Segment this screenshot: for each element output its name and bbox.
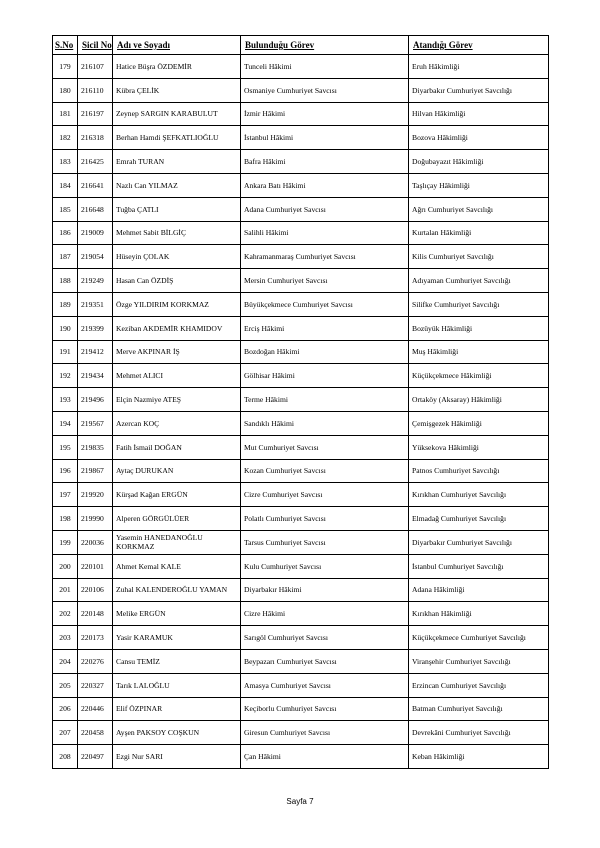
cell-assigned-post: Diyarbakır Cumhuriyet Savcılığı bbox=[409, 530, 549, 554]
cell-sno: 194 bbox=[53, 411, 78, 435]
cell-assigned-post: Muş Hâkimliği bbox=[409, 340, 549, 364]
cell-name: Özge YILDIRIM KORKMAZ bbox=[113, 292, 241, 316]
cell-sno: 197 bbox=[53, 483, 78, 507]
cell-assigned-post: Elmadağ Cumhuriyet Savcılığı bbox=[409, 507, 549, 531]
table-row bbox=[53, 388, 549, 412]
assignment-table bbox=[52, 35, 549, 769]
cell-assigned-post: Bozüyük Hâkimliği bbox=[409, 316, 549, 340]
cell-current-post: Ankara Batı Hâkimi bbox=[241, 173, 409, 197]
cell-assigned-post: Patnos Cumhuriyet Savcılığı bbox=[409, 459, 549, 483]
cell-sno: 184 bbox=[53, 173, 78, 197]
cell-name: Mehmet ALICI bbox=[113, 364, 241, 388]
cell-sicil-no: 220148 bbox=[78, 602, 113, 626]
cell-name: Tuğba ÇATLI bbox=[113, 197, 241, 221]
cell-sicil-no: 219412 bbox=[78, 340, 113, 364]
cell-assigned-post: Keban Hâkimliği bbox=[409, 745, 549, 769]
cell-assigned-post: Doğubayazıt Hâkimliği bbox=[409, 150, 549, 174]
table-row bbox=[53, 316, 549, 340]
cell-assigned-post: Kilis Cumhuriyet Savcılığı bbox=[409, 245, 549, 269]
cell-current-post: Sarıgöl Cumhuriyet Savcısı bbox=[241, 626, 409, 650]
cell-sicil-no: 219009 bbox=[78, 221, 113, 245]
cell-current-post: Kahramanmaraş Cumhuriyet Savcısı bbox=[241, 245, 409, 269]
page-footer: Sayfa 7 bbox=[286, 797, 314, 806]
cell-sicil-no: 216425 bbox=[78, 150, 113, 174]
cell-sicil-no: 216107 bbox=[78, 55, 113, 79]
cell-assigned-post: Küçükçekmece Hâkimliği bbox=[409, 364, 549, 388]
cell-current-post: Kulu Cumhuriyet Savcısı bbox=[241, 554, 409, 578]
cell-sno: 198 bbox=[53, 507, 78, 531]
cell-name: Tarık LALOĞLU bbox=[113, 673, 241, 697]
cell-sicil-no: 219249 bbox=[78, 269, 113, 293]
cell-sicil-no: 220106 bbox=[78, 578, 113, 602]
table-row bbox=[53, 221, 549, 245]
cell-sicil-no: 220327 bbox=[78, 673, 113, 697]
header-name: Adı ve Soyadı bbox=[113, 36, 241, 55]
cell-name: Azercan KOÇ bbox=[113, 411, 241, 435]
table-row bbox=[53, 173, 549, 197]
cell-sicil-no: 216110 bbox=[78, 78, 113, 102]
cell-sno: 203 bbox=[53, 626, 78, 650]
cell-name: Mehmet Sabit BİLGİÇ bbox=[113, 221, 241, 245]
cell-sno: 186 bbox=[53, 221, 78, 245]
cell-name: Hatice Büşra ÖZDEMİR bbox=[113, 55, 241, 79]
cell-name: Hüseyin ÇOLAK bbox=[113, 245, 241, 269]
cell-current-post: Cizre Cumhuriyet Savcısı bbox=[241, 483, 409, 507]
cell-sno: 202 bbox=[53, 602, 78, 626]
cell-current-post: Mersin Cumhuriyet Savcısı bbox=[241, 269, 409, 293]
cell-sno: 180 bbox=[53, 78, 78, 102]
cell-name: Nazlı Can YILMAZ bbox=[113, 173, 241, 197]
cell-name: Elif ÖZPINAR bbox=[113, 697, 241, 721]
cell-sno: 208 bbox=[53, 745, 78, 769]
cell-name: Zeynep SARGIN KARABULUT bbox=[113, 102, 241, 126]
cell-sicil-no: 219496 bbox=[78, 388, 113, 412]
cell-assigned-post: Adıyaman Cumhuriyet Savcılığı bbox=[409, 269, 549, 293]
cell-assigned-post: Eruh Hâkimliği bbox=[409, 55, 549, 79]
cell-current-post: Bozdoğan Hâkimi bbox=[241, 340, 409, 364]
cell-sno: 182 bbox=[53, 126, 78, 150]
table-row bbox=[53, 435, 549, 459]
cell-sicil-no: 220173 bbox=[78, 626, 113, 650]
cell-sicil-no: 220101 bbox=[78, 554, 113, 578]
cell-sicil-no: 216318 bbox=[78, 126, 113, 150]
cell-current-post: İzmir Hâkimi bbox=[241, 102, 409, 126]
cell-assigned-post: Çemişgezek Hâkimliği bbox=[409, 411, 549, 435]
cell-current-post: Bafra Hâkimi bbox=[241, 150, 409, 174]
cell-name: Berhan Hamdi ŞEFKATLIOĞLU bbox=[113, 126, 241, 150]
cell-name: Elçin Nazmiye ATEŞ bbox=[113, 388, 241, 412]
cell-sicil-no: 216197 bbox=[78, 102, 113, 126]
cell-sno: 193 bbox=[53, 388, 78, 412]
cell-sno: 195 bbox=[53, 435, 78, 459]
cell-sicil-no: 219835 bbox=[78, 435, 113, 459]
cell-current-post: Terme Hâkimi bbox=[241, 388, 409, 412]
cell-sno: 190 bbox=[53, 316, 78, 340]
cell-name: Alperen GÖRGÜLÜER bbox=[113, 507, 241, 531]
cell-sno: 199 bbox=[53, 530, 78, 554]
table-row bbox=[53, 649, 549, 673]
cell-sno: 192 bbox=[53, 364, 78, 388]
cell-sicil-no: 220458 bbox=[78, 721, 113, 745]
cell-name: Ezgi Nur SARI bbox=[113, 745, 241, 769]
cell-current-post: Cizre Hâkimi bbox=[241, 602, 409, 626]
header-assigned-post: Atandığı Görev bbox=[409, 36, 549, 55]
cell-current-post: Polatlı Cumhuriyet Savcısı bbox=[241, 507, 409, 531]
cell-current-post: Diyarbakır Hâkimi bbox=[241, 578, 409, 602]
table-row bbox=[53, 745, 549, 769]
cell-current-post: Erciş Hâkimi bbox=[241, 316, 409, 340]
cell-current-post: Büyükçekmece Cumhuriyet Savcısı bbox=[241, 292, 409, 316]
cell-current-post: Osmaniye Cumhuriyet Savcısı bbox=[241, 78, 409, 102]
cell-name: Ayşen PAKSOY COŞKUN bbox=[113, 721, 241, 745]
cell-sno: 183 bbox=[53, 150, 78, 174]
cell-name: Merve AKPINAR İŞ bbox=[113, 340, 241, 364]
cell-name: Ahmet Kemal KALE bbox=[113, 554, 241, 578]
cell-current-post: Çan Hâkimi bbox=[241, 745, 409, 769]
cell-current-post: Tunceli Hâkimi bbox=[241, 55, 409, 79]
cell-assigned-post: Silifke Cumhuriyet Savcılığı bbox=[409, 292, 549, 316]
cell-name: Hasan Can ÖZDİŞ bbox=[113, 269, 241, 293]
cell-sno: 189 bbox=[53, 292, 78, 316]
cell-current-post: İstanbul Hâkimi bbox=[241, 126, 409, 150]
cell-name: Yasir KARAMUK bbox=[113, 626, 241, 650]
cell-current-post: Amasya Cumhuriyet Savcısı bbox=[241, 673, 409, 697]
cell-sicil-no: 220446 bbox=[78, 697, 113, 721]
cell-assigned-post: Küçükçekmece Cumhuriyet Savcılığı bbox=[409, 626, 549, 650]
cell-sno: 201 bbox=[53, 578, 78, 602]
cell-name: Melike ERGÜN bbox=[113, 602, 241, 626]
cell-assigned-post: Ortaköy (Aksaray) Hâkimliği bbox=[409, 388, 549, 412]
cell-name: Kübra ÇELİK bbox=[113, 78, 241, 102]
cell-current-post: Keçiborlu Cumhuriyet Savcısı bbox=[241, 697, 409, 721]
cell-assigned-post: Erzincan Cumhuriyet Savcılığı bbox=[409, 673, 549, 697]
cell-sno: 181 bbox=[53, 102, 78, 126]
table-header-row bbox=[53, 36, 549, 55]
table-row bbox=[53, 340, 549, 364]
cell-assigned-post: Hilvan Hâkimliği bbox=[409, 102, 549, 126]
cell-name: Keziban AKDEMİR KHAMIDOV bbox=[113, 316, 241, 340]
cell-sno: 200 bbox=[53, 554, 78, 578]
table-row bbox=[53, 721, 549, 745]
cell-sicil-no: 219920 bbox=[78, 483, 113, 507]
table-row bbox=[53, 602, 549, 626]
cell-assigned-post: Diyarbakır Cumhuriyet Savcılığı bbox=[409, 78, 549, 102]
cell-current-post: Gölhisar Hâkimi bbox=[241, 364, 409, 388]
table-row bbox=[53, 554, 549, 578]
cell-name: Kürşad Kağan ERGÜN bbox=[113, 483, 241, 507]
cell-current-post: Kozan Cumhuriyet Savcısı bbox=[241, 459, 409, 483]
cell-sno: 179 bbox=[53, 55, 78, 79]
cell-sicil-no: 219867 bbox=[78, 459, 113, 483]
cell-sno: 188 bbox=[53, 269, 78, 293]
header-current-post: Bulunduğu Görev bbox=[241, 36, 409, 55]
cell-assigned-post: Taşlıçay Hâkimliği bbox=[409, 173, 549, 197]
cell-current-post: Tarsus Cumhuriyet Savcısı bbox=[241, 530, 409, 554]
table-row bbox=[53, 197, 549, 221]
cell-current-post: Adana Cumhuriyet Savcısı bbox=[241, 197, 409, 221]
cell-sno: 187 bbox=[53, 245, 78, 269]
table-row bbox=[53, 483, 549, 507]
cell-sicil-no: 220036 bbox=[78, 530, 113, 554]
cell-name: Zuhal KALENDEROĞLU YAMAN bbox=[113, 578, 241, 602]
table-row bbox=[53, 697, 549, 721]
cell-sno: 204 bbox=[53, 649, 78, 673]
cell-name: Aytaç DURUKAN bbox=[113, 459, 241, 483]
header-sicil: Sicil No bbox=[78, 36, 113, 55]
cell-current-post: Beypazarı Cumhuriyet Savcısı bbox=[241, 649, 409, 673]
cell-sicil-no: 219351 bbox=[78, 292, 113, 316]
cell-assigned-post: Batman Cumhuriyet Savcılığı bbox=[409, 697, 549, 721]
cell-name: Cansu TEMİZ bbox=[113, 649, 241, 673]
table-row bbox=[53, 269, 549, 293]
cell-sno: 205 bbox=[53, 673, 78, 697]
cell-sicil-no: 216648 bbox=[78, 197, 113, 221]
cell-current-post: Giresun Cumhuriyet Savcısı bbox=[241, 721, 409, 745]
header-sno: S.No bbox=[53, 36, 78, 55]
cell-sno: 196 bbox=[53, 459, 78, 483]
table-row bbox=[53, 364, 549, 388]
cell-assigned-post: Kırıkhan Cumhuriyet Savcılığı bbox=[409, 483, 549, 507]
cell-sicil-no: 219990 bbox=[78, 507, 113, 531]
table-row bbox=[53, 126, 549, 150]
cell-sicil-no: 216641 bbox=[78, 173, 113, 197]
cell-sno: 185 bbox=[53, 197, 78, 221]
cell-sicil-no: 219399 bbox=[78, 316, 113, 340]
table-row bbox=[53, 507, 549, 531]
table-row bbox=[53, 578, 549, 602]
cell-assigned-post: Yüksekova Hâkimliği bbox=[409, 435, 549, 459]
cell-sno: 206 bbox=[53, 697, 78, 721]
table-row bbox=[53, 292, 549, 316]
table-row bbox=[53, 102, 549, 126]
cell-sicil-no: 220497 bbox=[78, 745, 113, 769]
cell-current-post: Mut Cumhuriyet Savcısı bbox=[241, 435, 409, 459]
cell-name: Emrah TURAN bbox=[113, 150, 241, 174]
cell-name: Fatih İsmail DOĞAN bbox=[113, 435, 241, 459]
table-row bbox=[53, 530, 549, 554]
cell-assigned-post: Ağrı Cumhuriyet Savcılığı bbox=[409, 197, 549, 221]
cell-current-post: Sandıklı Hâkimi bbox=[241, 411, 409, 435]
cell-assigned-post: Bozova Hâkimliği bbox=[409, 126, 549, 150]
table-row bbox=[53, 459, 549, 483]
cell-assigned-post: Kırıkhan Hâkimliği bbox=[409, 602, 549, 626]
cell-sno: 207 bbox=[53, 721, 78, 745]
cell-sicil-no: 219434 bbox=[78, 364, 113, 388]
cell-sicil-no: 219567 bbox=[78, 411, 113, 435]
table-row bbox=[53, 150, 549, 174]
table-row bbox=[53, 245, 549, 269]
cell-current-post: Salihli Hâkimi bbox=[241, 221, 409, 245]
cell-assigned-post: Devrekâni Cumhuriyet Savcılığı bbox=[409, 721, 549, 745]
cell-assigned-post: Kurtalan Hâkimliği bbox=[409, 221, 549, 245]
table-row bbox=[53, 55, 549, 79]
cell-sno: 191 bbox=[53, 340, 78, 364]
cell-sicil-no: 220276 bbox=[78, 649, 113, 673]
table-row bbox=[53, 78, 549, 102]
table-row bbox=[53, 411, 549, 435]
table-row bbox=[53, 673, 549, 697]
table-row bbox=[53, 626, 549, 650]
cell-assigned-post: Viranşehir Cumhuriyet Savcılığı bbox=[409, 649, 549, 673]
cell-sicil-no: 219054 bbox=[78, 245, 113, 269]
cell-assigned-post: Adana Hâkimliği bbox=[409, 578, 549, 602]
cell-assigned-post: İstanbul Cumhuriyet Savcılığı bbox=[409, 554, 549, 578]
cell-name: Yasemin HANEDANOĞLU KORKMAZ bbox=[113, 530, 241, 554]
